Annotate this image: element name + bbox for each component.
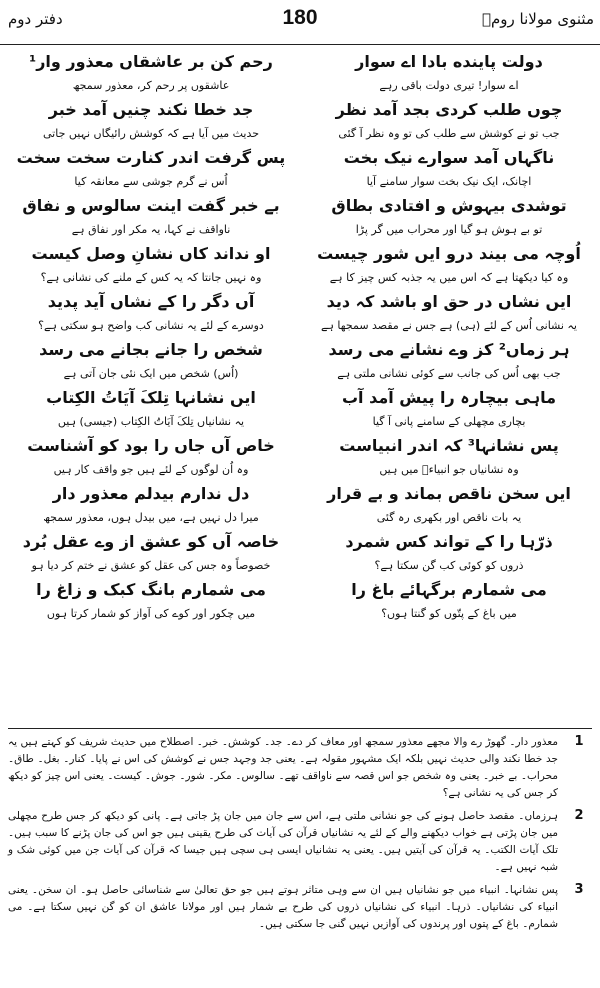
footnote-text: ہرزماں۔ مقصد حاصل ہونے کی جو نشانی ملتی ہے، اس سے جان میں جان پڑ جاتی ہے۔ پانی کو دیکھ کر جس طرح مچھلی میں جان پڑتی ہے خواب دیکھنے والے کے لئے یہ نشانیاں قرآن کی آیات کی طرح یقینی ہیں جو اس کی جان پڑنے کا سبب ہیں۔ تلک آیات الکتب۔ یہ قرآن کی آیتیں ہیں۔ یعنی یہ نشانیاں ایسی ہی سچی ہیں جیسا کہ قرآن کی آیات جن میں کوئی شک و شبہ نہیں ہے۔ bbox=[8, 810, 558, 873]
verse-line: می شمارم برگہائے باغ را bbox=[351, 580, 547, 599]
verse-line: توشدی بیہوش و افتادی بطاق bbox=[331, 196, 567, 215]
translation-line: یہ بات ناقص اور بکھری رہ گئی bbox=[376, 511, 522, 524]
footnote bbox=[8, 734, 592, 802]
page-number: 180 bbox=[282, 6, 318, 29]
footnote-divider bbox=[8, 728, 592, 729]
verse-line: دل ندارم بیدلم معذور دار bbox=[52, 484, 250, 503]
verse-line: پس نشانہا³ کہ اندر انبیاست bbox=[339, 436, 559, 455]
translation-line: (اُس) شخص میں ایک نئی جان آتی ہے bbox=[63, 367, 239, 380]
verse-line: ایں نشانہا تِلکَ آیَاتُ الکِتاب bbox=[46, 388, 256, 407]
footnote-number: 1 bbox=[574, 734, 584, 749]
verse-line: ماہی بیچارہ را پیش آمد آب bbox=[341, 388, 557, 407]
translation-line: وہ نہیں جانتا کہ یہ کس کے ملنے کی نشانی ہے؟ bbox=[40, 271, 262, 284]
verse-columns bbox=[0, 48, 600, 726]
translation-line: تو بے ہوش ہو گیا اور محراب میں گر پڑا bbox=[355, 223, 543, 236]
translation-line: بچاری مچھلی کے سامنے پانی آ گیا bbox=[372, 415, 526, 428]
translation-line: وہ کیا دیکھتا ہے کہ اس میں یہ جذبہ کس چیز کا ہے bbox=[329, 271, 569, 284]
translation-line: اچانک، ایک نیک بخت سوار سامنے آیا bbox=[366, 175, 532, 188]
translation-line: یہ نشانیاں تِلکَ آیَاتُ الکِتاب (جیسی) ہیں bbox=[57, 415, 245, 428]
verse-line: خاصہ آں کو عشق از وے عقل بُرد bbox=[22, 532, 280, 551]
translation-line: اُس نے گرم جوشی سے معانقہ کیا bbox=[74, 175, 228, 188]
translation-line: جب تو نے کوشش سے طلب کی تو وہ نظر آ گئی bbox=[338, 127, 560, 140]
verse-line: پس گرفت اندر کنارت سخت سخت bbox=[16, 148, 286, 167]
verse-line: بے خبر گفت اینت سالوس و نفاق bbox=[22, 196, 280, 215]
footnotes-section bbox=[8, 734, 592, 939]
translation-line: وہ نشانیاں جو انبیاءؑ میں ہیں bbox=[379, 463, 519, 476]
footnote-number: 2 bbox=[574, 808, 584, 823]
translation-line: جب بھی اُس کی جانب سے کوئی نشانی ملتی ہے bbox=[337, 367, 561, 380]
translation-line: یہ نشانی اُس کے لئے (ہی) ہے جس نے مقصد سمجھا ہے bbox=[321, 319, 577, 332]
right-verse-column bbox=[306, 48, 592, 624]
volume-title: دفتر دوم bbox=[8, 10, 63, 28]
verse-line: می شمارم بانگ کبک و زاغ را bbox=[36, 580, 266, 599]
translation-line: ناواقف نے کہا، یہ مکر اور نفاق ہے bbox=[71, 223, 231, 236]
translation-line: اے سوار! تیری دولت باقی رہے bbox=[379, 79, 519, 92]
verse-line: آں دگر را کے نشاں آید پدید bbox=[47, 292, 255, 311]
verse-line: شخص را جانے بجانے می رسد bbox=[39, 340, 263, 359]
left-verse-column bbox=[8, 48, 294, 624]
footnote-text: پس نشانہا۔ انبیاء میں جو نشانیاں ہیں ان سے وہی متاثر ہوتے ہیں جو حق تعالیٰ سے شناسائی حاصل ہو۔ ان سخن۔ یعنی انبیاء کی نشانیاں۔ ذرہا۔ انبیاء کی نشانیاں ذروں کی طرح بے شمار ہیں اور مولانا عاشق ان کو گن نہیں سکتا ہے۔ می شمارم۔ باغ کے پتوں اور پرندوں کی آوازیں نہیں گنی جا سکتی ہیں۔ bbox=[8, 884, 558, 930]
translation-line: میں باغ کے پتّوں کو گنتا ہوں؟ bbox=[381, 607, 517, 620]
footnote bbox=[8, 808, 592, 876]
verse-line: چوں طلب کردی بجد آمد نظر bbox=[335, 100, 563, 119]
verse-line: ہر زماں² کز وے نشانے می رسد bbox=[328, 340, 570, 359]
footnote bbox=[8, 882, 592, 933]
translation-line: وہ اُن لوگوں کے لئے ہیں جو واقف کار ہیں bbox=[53, 463, 249, 476]
verse-line: ذرّہا را کے تواند کس شمرد bbox=[345, 532, 553, 551]
verse-line: رحم کن بر عاشقاں معذور وار¹ bbox=[29, 52, 273, 71]
verse-line: ایں سخن ناقص بماند و بے قرار bbox=[327, 484, 571, 503]
footnote-number: 3 bbox=[574, 882, 584, 897]
verse-line: او نداند کاں نشانِ وصل کیست bbox=[31, 244, 271, 263]
translation-line: دوسرے کے لئے یہ نشانی کب واضح ہو سکتی ہے؟ bbox=[38, 319, 264, 332]
translation-line: میں چکور اور کوے کی آواز کو شمار کرتا ہوں bbox=[46, 607, 256, 620]
verse-line: اُوچہ می بیند درو ایں شور چیست bbox=[317, 244, 581, 263]
verse-line: دولت پاینده بادا اے سوار bbox=[355, 52, 543, 71]
translation-line: حدیث میں آیا ہے کہ کوشش رائیگاں نہیں جاتی bbox=[42, 127, 260, 140]
verse-line: جد خطا نکند چنیں آمد خبر bbox=[48, 100, 254, 119]
translation-line: خصوصاً وہ جس کی عقل کو عشق نے ختم کر دیا ہو bbox=[31, 559, 271, 572]
verse-line: ناگہاں آمد سوارے نیک بخت bbox=[343, 148, 555, 167]
verse-line: خاص آں جاں را بود کو آشناست bbox=[27, 436, 275, 455]
translation-line: عاشقوں پر رحم کر، معذور سمجھ bbox=[72, 79, 230, 92]
verse-line: ایں نشاں در حق او باشد کہ دید bbox=[326, 292, 572, 311]
page-header bbox=[0, 0, 600, 45]
footnote-text: معذور دار۔ گھوڑ رے والا مجھے معذور سمجھ اور معاف کر دے۔ جد۔ کوشش۔ خبر۔ اصطلاح میں حدیث شریف کو کہتے ہیں یہ جد خطا نکند والی حدیث نہیں بلکہ ایک مشہور مقولہ ہے۔ یعنی جد وجہد جس نے کوشش کی اس نے پایا۔ کنار۔ بغل۔ طاق۔ محراب۔ بے خبر۔ یعنی وہ شخص جو اس قصہ سے ناواقف تھے۔ سالوس۔ مکر۔ شور۔ جوش۔ کیست۔ یعنی اس چیز کو دیکھ کر جس کی یہ نشانی ہے؟ bbox=[8, 736, 558, 799]
translation-line: ذروں کو کوئی کب گن سکتا ہے؟ bbox=[374, 559, 524, 572]
translation-line: میرا دل نہیں ہے، میں بیدل ہوں، معذور سمجھ bbox=[43, 511, 259, 524]
book-title: مثنوی مولانا رومؒ bbox=[482, 10, 594, 28]
